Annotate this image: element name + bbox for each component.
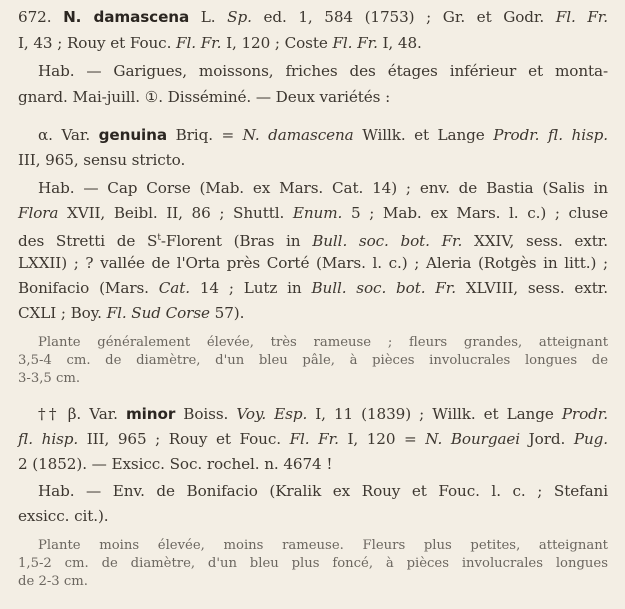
entry-number: 672. [18,8,52,26]
citation-text: L. [189,8,228,26]
var-alpha-note-1: Plante généralement élevée, très rameuse ; fleurs grandes, atteignant [38,335,608,350]
citation-italic: Bull. soc. bot. Fr. [312,232,463,251]
citation-italic: Fl. Fr. [555,8,609,26]
var-beta-line-1 [38,404,608,424]
citation-italic: Prodr. [561,405,608,423]
var-alpha-line-1 [38,125,608,145]
var-beta-line-3: 2 (1852). — Exsicc. Soc. rochel. n. 4674 ! [18,455,333,473]
citation-italic: Fl. Fr. [176,34,222,52]
var-beta-habitat-2: exsicc. cit.). [18,507,109,525]
var-alpha-habitat-2 [18,203,608,223]
entry-habitat-line-2: gnard. Mai-juill. ①. Disséminé. — Deux variétés : [18,88,391,106]
citation-text: Jord. [520,430,574,448]
citation-italic: Flora [18,204,59,222]
citation-text: -Florent (Bras in [160,232,313,251]
var-beta-habitat-1: Hab. — Env. de Bonifacio (Kralik ex Rouy et Fouc. l. c. ; Stefani [38,482,608,500]
var-alpha-note-2: 3,5-4 cm. de diamètre, d'un bleu pâle, à pièces involucrales longues de [18,353,608,368]
citation-text: ed. 1, 584 (1753) ; Gr. et Godr. [251,8,556,26]
variety-label: †† β. Var. [38,405,126,423]
citation-italic: fl. hisp. [18,430,79,448]
citation-text: XLVIII, sess. extr. [455,279,608,297]
citation-italic: N. Bourgaei [425,430,521,448]
citation-text: Bonifacio (Mars. [18,279,159,297]
var-alpha-habitat-5 [18,278,608,298]
citation-italic: Prodr. fl. hisp. [493,126,609,144]
entry-habitat-line-1: Hab. — Garigues, moissons, friches des étages inférieur et monta- [38,62,608,80]
entry-line-2 [18,33,608,53]
citation-italic: Fl. Fr. [332,34,378,52]
citation-italic: Enum. [292,204,343,222]
citation-italic: Bull. soc. bot. Fr. [311,279,456,297]
citation-italic: Cat. [158,279,190,297]
superscript: t [157,233,161,243]
citation-text: I, 120 ; Coste [221,34,333,52]
citation-text: I, 48. [377,34,422,52]
citation-text: XXIV, sess. extr. [462,232,608,251]
variety-label: α. Var. [38,126,99,144]
var-alpha-habitat-3 [18,228,608,251]
var-beta-note-2: 1,5-2 cm. de diamètre, d'un bleu plus foncé, à pièces involucrales longues [18,556,608,571]
var-alpha-habitat-4: LXXII) ; ? vallée de l'Orta près Corté (Mars. l. c.) ; Aleria (Rotgès in litt.) ; [18,254,608,272]
citation-text: Briq. = [167,126,243,144]
var-alpha-note-3: 3-3,5 cm. [18,371,81,386]
citation-text: Boiss. [175,405,237,423]
citation-text: I, 11 (1839) ; Willk. et Lange [307,405,562,423]
var-beta-note-3: de 2-3 cm. [18,574,88,589]
citation-italic: Sp. [227,8,252,26]
variety-name: minor [125,405,176,423]
var-beta-note-1: Plante moins élevée, moins rameuse. Fleurs plus petites, atteignant [38,538,608,553]
citation-text: I, 120 = [338,430,426,448]
citation-italic: N. damascena [242,126,354,144]
species-name: N. damascena [63,8,190,26]
citation-italic: Pug. [573,430,609,448]
citation-text: XVII, Beibl. II, 86 ; Shuttl. [58,204,293,222]
citation-italic: Voy. Esp. [236,405,308,423]
citation-text: 57). [209,304,245,322]
citation-text: I, 43 ; Rouy et Fouc. [18,34,177,52]
citation-text: 5 ; Mab. ex Mars. l. c.) ; cluse [342,204,608,222]
citation-text: des Stretti de S [18,232,158,251]
variety-name: genuina [98,126,168,144]
citation-italic: Fl. Fr. [289,430,339,448]
var-alpha-habitat-6 [18,303,608,323]
citation-italic: Fl. Sud Corse [106,304,210,322]
citation-text: Willk. et Lange [353,126,494,144]
citation-text: CXLI ; Boy. [18,304,107,322]
citation-text: III, 965 ; Rouy et Fouc. [78,430,290,448]
var-beta-line-2 [18,429,608,449]
entry-line-1 [18,7,608,27]
var-alpha-habitat-1: Hab. — Cap Corse (Mab. ex Mars. Cat. 14) ; env. de Bastia (Salis in [38,179,608,197]
citation-text: 14 ; Lutz in [189,279,312,297]
var-alpha-line-2: III, 965, sensu stricto. [18,151,186,169]
